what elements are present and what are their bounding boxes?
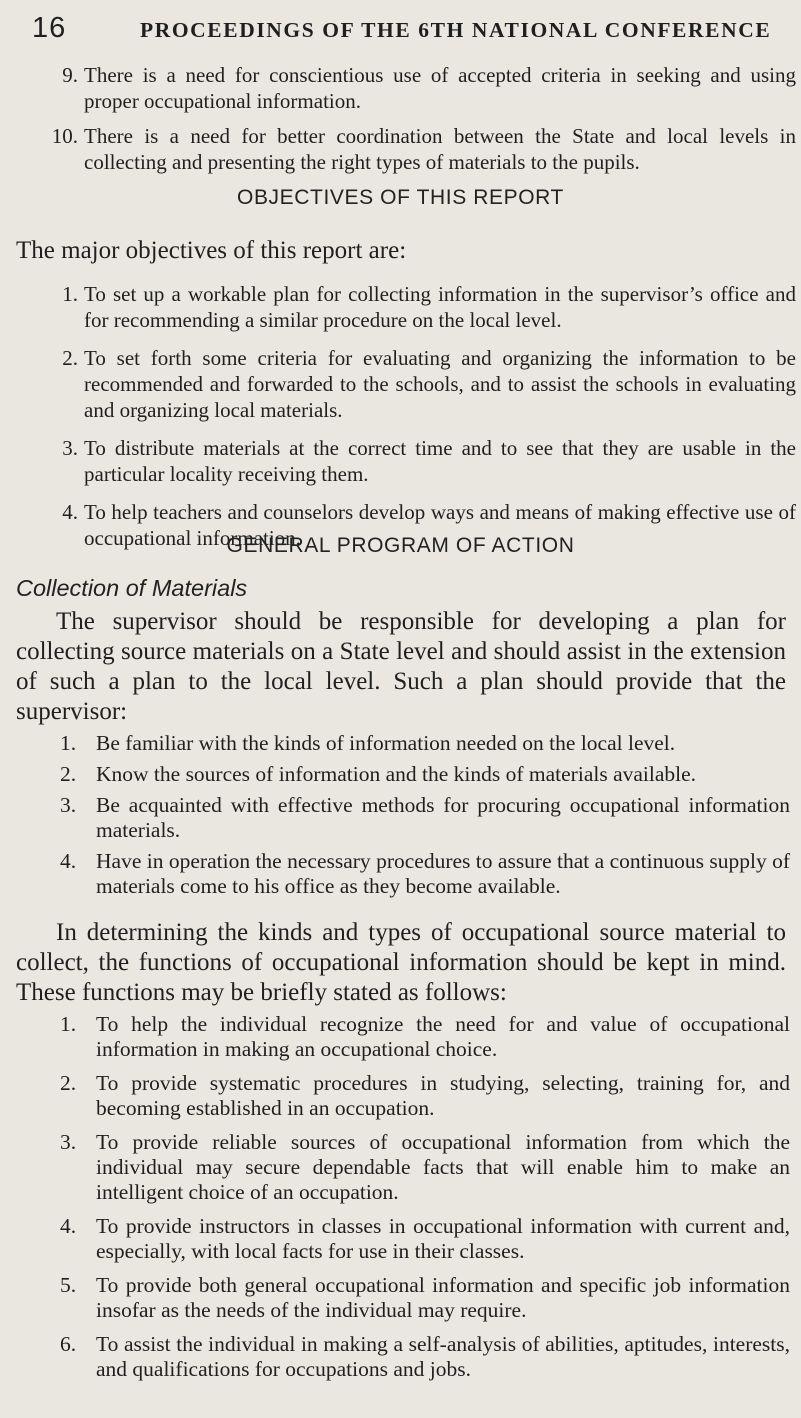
item-text: To provide instructors in classes in occupational information with current and, especially, with local facts for use in their classes.	[96, 1214, 790, 1263]
program-heading: GENERAL PROGRAM OF ACTION	[226, 534, 575, 557]
list-item	[36, 62, 796, 114]
item-text: Be acquainted with effective methods for procuring occupational information materials.	[96, 793, 790, 842]
list-item	[60, 849, 790, 899]
item-number: 5.	[60, 1273, 77, 1297]
collection-subheading: Collection of Materials	[16, 575, 248, 601]
item-number: 4.	[62, 500, 78, 524]
item-text: To help teachers and counselors develop ways and means of making effective use of occupational information.	[84, 500, 796, 550]
item-number: 1.	[60, 1012, 77, 1036]
item-text: To provide reliable sources of occupational information from which the individual may secure dependable facts that will enable him to make an intelligent choice of an occupation.	[96, 1130, 790, 1204]
item-number: 3.	[60, 1130, 77, 1154]
item-text: Know the sources of information and the kinds of materials available.	[96, 762, 697, 786]
item-number: 2.	[60, 1071, 77, 1095]
supervisor-list	[60, 731, 790, 899]
list-item	[60, 1332, 790, 1382]
item-text: Have in operation the necessary procedures to assure that a continuous supply of materials come to his office as they become available.	[96, 849, 790, 898]
objectives-intro: The major objectives of this report are:	[16, 237, 407, 264]
item-text: To provide both general occupational information and specific job information insofar as the needs of the individual may require.	[96, 1273, 790, 1322]
list-item	[60, 1012, 790, 1062]
functions-paragraph: In determining the kinds and types of occupational source material to collect, the functions of occupational information should be kept in mind. These functions may be briefly stated as follows:	[16, 919, 786, 1006]
objectives-list	[36, 281, 796, 551]
list-item	[60, 1214, 790, 1264]
item-number: 1.	[62, 282, 78, 306]
item-text: To set up a workable plan for collecting information in the supervisor’s office and for recommending a similar procedure on the local level.	[84, 282, 796, 332]
list-item	[36, 435, 796, 487]
running-title: PROCEEDINGS OF THE 6TH NATIONAL CONFERENCE	[140, 18, 772, 42]
item-number: 3.	[60, 793, 77, 817]
item-text: There is a need for conscientious use of accepted criteria in seeking and using proper occupational information.	[84, 63, 796, 113]
item-number: 3.	[62, 436, 78, 460]
functions-list	[60, 1012, 790, 1382]
item-number: 9.	[62, 63, 78, 87]
item-text: To distribute materials at the correct time and to see that they are usable in the particular locality receiving them.	[84, 436, 796, 486]
list-item	[60, 793, 790, 843]
item-text: To set forth some criteria for evaluating and organizing the information to be recommended and forwarded to the schools, and to assist the schools in evaluating and organizing local materials.	[84, 346, 796, 422]
item-text: To assist the individual in making a self-analysis of abilities, aptitudes, interests, and qualifications for occupations and jobs.	[96, 1332, 790, 1381]
item-number: 2.	[62, 346, 78, 370]
item-number: 10.	[51, 124, 78, 148]
item-number: 1.	[60, 731, 77, 755]
item-number: 4.	[60, 849, 77, 873]
list-item	[36, 345, 796, 423]
list-item	[60, 762, 790, 787]
item-number: 4.	[60, 1214, 77, 1238]
item-number: 6.	[60, 1332, 77, 1356]
page-number: 16	[32, 12, 67, 44]
collection-paragraph: The supervisor should be responsible for developing a plan for collecting source materials on a State level and should assist in the extension of such a plan to the local level. Such a plan should provide that the supervisor:	[16, 608, 786, 725]
list-item	[60, 1273, 790, 1323]
continued-list	[36, 62, 796, 175]
list-item	[60, 1071, 790, 1121]
list-item	[36, 281, 796, 333]
running-header	[32, 12, 792, 52]
item-text: Be familiar with the kinds of information needed on the local level.	[96, 731, 676, 755]
item-text: There is a need for better coordination between the State and local levels in collecting and presenting the right types of materials to the pupils.	[84, 124, 796, 174]
list-item	[60, 1130, 790, 1205]
list-item	[36, 123, 796, 175]
item-text: To provide systematic procedures in studying, selecting, training for, and becoming established in an occupation.	[96, 1071, 790, 1120]
objectives-heading: OBJECTIVES OF THIS REPORT	[237, 186, 564, 209]
list-item	[60, 731, 790, 756]
item-number: 2.	[60, 762, 77, 786]
item-text: To help the individual recognize the need for and value of occupational information in making an occupational choice.	[96, 1012, 790, 1061]
